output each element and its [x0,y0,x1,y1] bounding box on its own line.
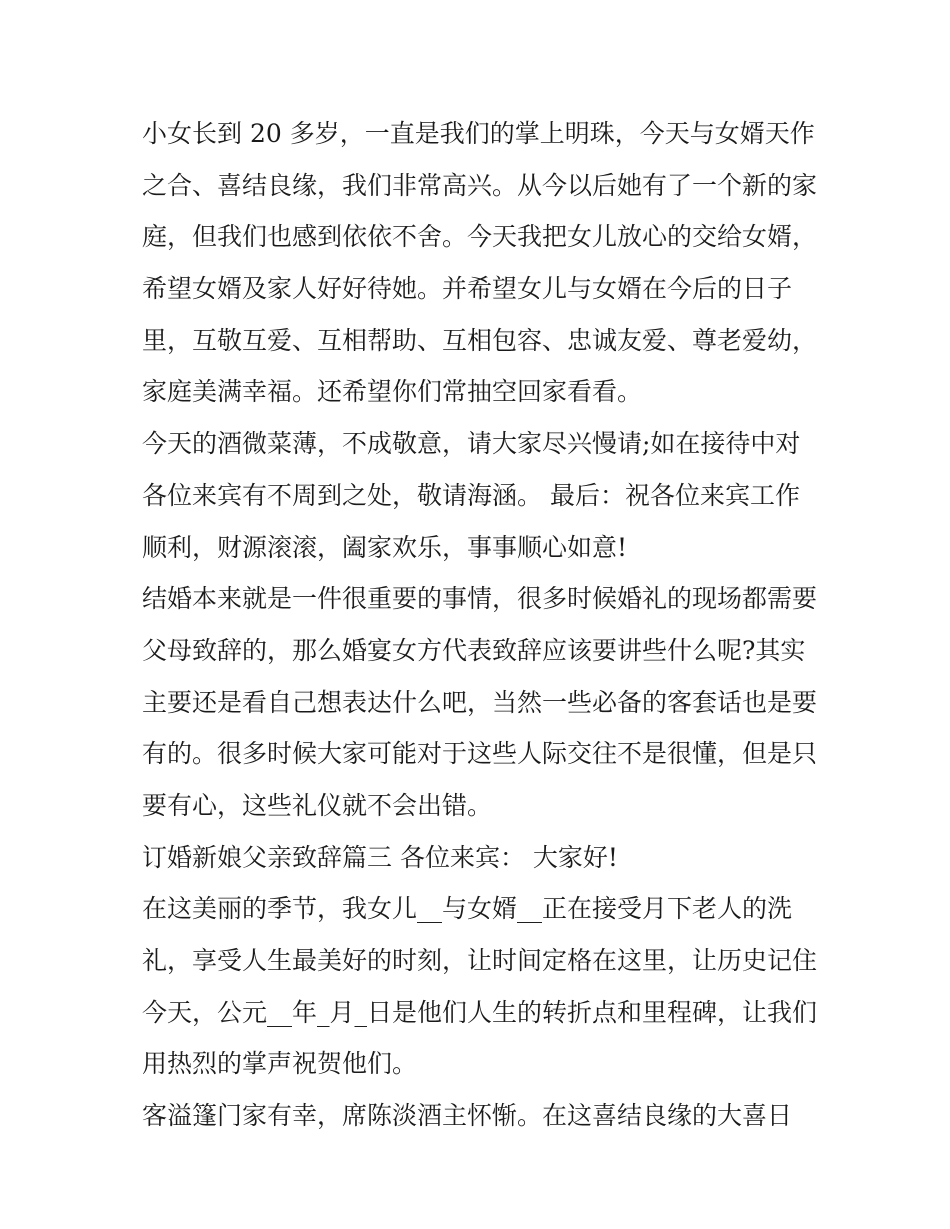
text-line: 小女长到 20 多岁，一直是我们的掌上明珠，今天与女婿天作 [142,119,815,148]
text-line: 要有心，这些礼仪就不会出错。 [142,790,493,820]
text-line: 父母致辞的，那么婚宴女方代表致辞应该要讲些什么呢?其实 [142,635,806,665]
section-heading-line: 订婚新娘父亲致辞篇三 各位来宾： 大家好! [142,842,618,872]
text-line: 礼，享受人生最美好的时刻，让时间定格在这里，让历史记住 [142,946,818,975]
text-line: 今天，公元__年_月_日是他们人生的转折点和里程碑，让我们 [142,997,818,1027]
text-line: 庭，但我们也感到依依不舍。今天我把女儿放心的交给女婿， [142,222,818,252]
text-line: 之合、喜结良缘，我们非常高兴。从今以后她有了一个新的家 [142,170,818,200]
text-line: 主要还是看自己想表达什么吧，当然一些必备的客套话也是要 [142,687,818,717]
text-line: 结婚本来就是一件很重要的事情，很多时候婚礼的现场都需要 [142,584,818,614]
text-line: 希望女婿及家人好好待她。并希望女儿与女婿在今后的日子 [142,274,793,304]
text-line: 在这美丽的季节，我女儿__与女婿__正在接受月下老人的洗 [142,894,793,924]
text-line: 用热烈的掌声祝贺他们。 [142,1049,418,1079]
text-line: 各位来宾有不周到之处，敬请海涵。 最后：祝各位来宾工作 [142,480,800,510]
text-line: 家庭美满幸福。还希望你们常抽空回家看看。 [142,377,643,407]
text-line: 有的。很多时候大家可能对于这些人际交往不是很懂，但是只 [142,739,818,769]
text-line: 客溢篷门家有幸，席陈淡酒主怀惭。在这喜结良缘的大喜日 [142,1101,793,1131]
text-line: 里，互敬互爱、互相帮助、互相包容、忠诚友爱、尊老爱幼， [142,325,818,355]
text-line: 今天的酒微菜薄，不成敬意，请大家尽兴慢请;如在接待中对 [142,429,801,459]
text-line: 顺利，财源滚滚，阖家欢乐，事事顺心如意! [142,532,628,562]
document-body [142,108,818,1142]
